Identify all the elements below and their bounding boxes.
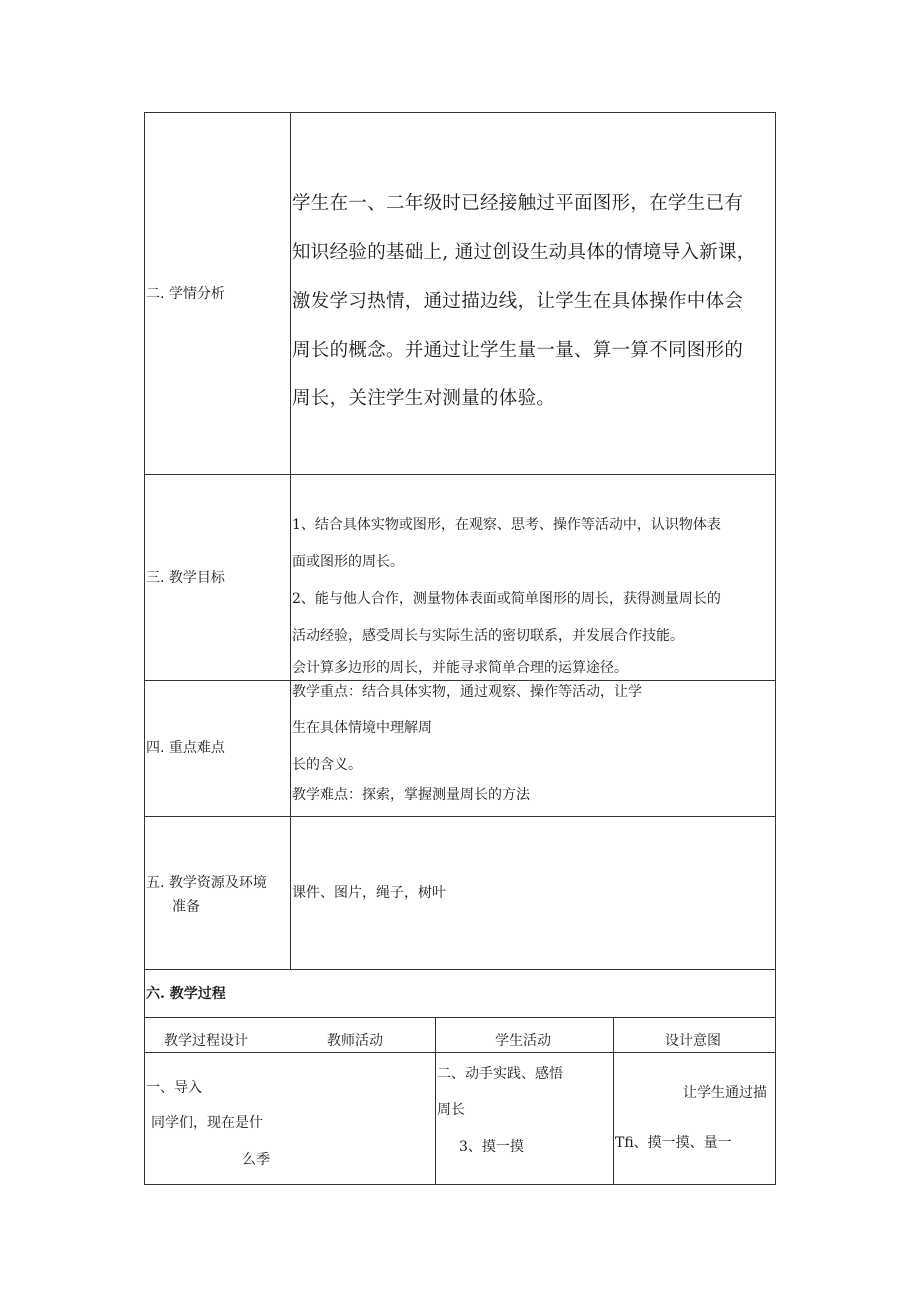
resources-content: 课件、图片，绳子，树叶 <box>292 885 446 901</box>
process-col3-line-2: Tfi、摸一摸、量一 <box>615 1135 732 1151</box>
goals-line-1: 1、结合具体实物或图形，在观察、思考、操作等活动中，认识物体表 <box>292 517 721 533</box>
analysis-label: 二. 学情分析 <box>146 286 225 302</box>
key-points-line-2: 生在具体情境中理解周 <box>292 720 432 736</box>
key-points-line-3: 长的含义。 <box>292 757 362 773</box>
column-divider <box>613 1017 614 1185</box>
header-design: 教学过程设计 <box>164 1033 248 1049</box>
column-divider <box>435 1017 436 1185</box>
analysis-line-2: 知识经验的基础上, 通过创设生动具体的情境导入新课， <box>292 242 756 263</box>
goals-label: 三. 教学目标 <box>146 570 225 586</box>
goals-line-5: 会计算多边形的周长，并能寻求简单合理的运算途径。 <box>292 660 628 676</box>
process-col2-line-2: 周长 <box>437 1102 465 1118</box>
process-title: 六. 教学过程 <box>146 986 226 1002</box>
column-divider <box>290 112 291 970</box>
row-divider <box>144 1017 776 1018</box>
resources-label-line-1: 五. 教学资源及环境 <box>146 875 267 891</box>
key-points-line-1: 教学重点：结合具体实物，通过观察、操作等活动，让学 <box>292 684 642 700</box>
analysis-line-4: 周长的概念。并通过让学生量一量、算一算不同图形的 <box>292 340 744 361</box>
row-divider <box>144 680 776 681</box>
row-divider <box>144 1052 776 1053</box>
row-divider <box>144 474 776 475</box>
row-divider <box>144 969 776 970</box>
process-col1-line-3: 么季 <box>242 1152 270 1168</box>
header-intent: 设计意图 <box>665 1033 721 1049</box>
analysis-line-5: 周长，关注学生对测量的体验。 <box>292 388 556 409</box>
process-col2-line-1: 二、动手实践、感悟 <box>437 1066 563 1082</box>
goals-line-2: 面或图形的周长。 <box>292 554 404 570</box>
key-points-label: 四. 重点难点 <box>146 740 225 756</box>
goals-line-3: 2、能与他人合作，测量物体表面或简单图形的周长，获得测量周长的 <box>292 591 721 607</box>
process-col2-line-3: 3、摸一摸 <box>459 1139 524 1155</box>
row-divider <box>144 816 776 817</box>
header-teacher: 教师活动 <box>327 1033 383 1049</box>
process-col1-line-1: 一、导入 <box>146 1080 202 1096</box>
analysis-line-3: 激发学习热情，通过描边线，让学生在具体操作中体会 <box>292 291 744 312</box>
analysis-line-1: 学生在一、二年级时已经接触过平面图形，在学生已有 <box>292 193 744 214</box>
table-frame <box>144 112 776 1185</box>
process-col3-line-1: 让学生通过描 <box>683 1085 767 1101</box>
process-col1-line-2: 同学们，现在是什 <box>151 1115 263 1131</box>
header-student: 学生活动 <box>495 1033 551 1049</box>
resources-label-line-2: 准备 <box>172 899 200 915</box>
key-points-line-4: 教学难点：探索，掌握测量周长的方法 <box>292 787 530 803</box>
goals-line-4: 活动经验，感受周长与实际生活的密切联系，并发展合作技能。 <box>292 628 684 644</box>
